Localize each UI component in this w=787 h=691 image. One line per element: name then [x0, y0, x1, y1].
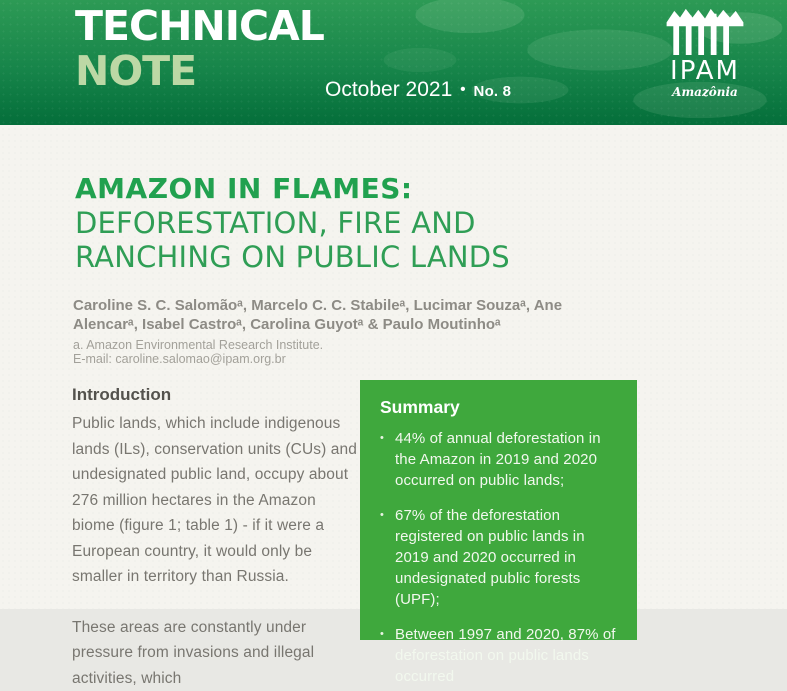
summary-heading: Summary	[380, 397, 619, 418]
summary-item	[380, 505, 619, 610]
summary-list	[380, 428, 619, 687]
publication-date: October 2021	[325, 78, 452, 102]
title-line-1: AMAZON IN FLAMES:	[75, 172, 510, 206]
contact-email: E-mail: caroline.salomao@ipam.org.br	[73, 353, 618, 367]
issue-number: No. 8	[474, 83, 512, 100]
summary-item	[380, 428, 619, 491]
issue-line	[325, 78, 511, 102]
affiliation-note: a. Amazon Environmental Research Institute.	[73, 339, 618, 353]
logo-subtitle: Amazônia	[663, 86, 747, 98]
authors-block	[73, 296, 618, 366]
introduction-paragraph: These areas are constantly under pressure from invasions and illegal activities, which	[72, 615, 360, 691]
masthead-note: NOTE	[75, 51, 324, 92]
masthead-technical: TECHNICAL	[75, 6, 324, 47]
introduction-paragraph: Public lands, which include indigenous lands (ILs), conservation units (CUs) and undesignated public land, occupy about 276 million hectares in the Amazon biome (figure 1; table 1) - if it were a European country, it would only be smaller in territory than Russia.	[72, 411, 360, 590]
bullet-icon: •	[380, 505, 395, 610]
header-banner	[0, 0, 787, 125]
summary-box	[360, 380, 637, 640]
bullet-icon: •	[380, 624, 395, 687]
introduction-heading: Introduction	[72, 385, 360, 405]
masthead	[75, 6, 324, 92]
bullet-separator-icon: •	[460, 81, 465, 98]
authors-list: Caroline S. C. Salomãoᵃ, Marcelo C. C. Stabileᵃ, Lucimar Souzaᵃ, Ane Alencarᵃ, Isabel Castroᵃ, Carolina Guyotᵃ & Paulo Moutinhoᵃ	[73, 296, 618, 334]
title-line-3: RANCHING ON PUBLIC LANDS	[75, 240, 510, 274]
summary-item	[380, 624, 619, 687]
article-title	[75, 172, 510, 274]
summary-item-text: 44% of annual deforestation in the Amazon in 2019 and 2020 occurred on public lands;	[395, 428, 619, 491]
bullet-icon: •	[380, 428, 395, 491]
introduction-section	[72, 385, 360, 691]
summary-item-text: 67% of the deforestation registered on public lands in 2019 and 2020 occurred in undesignated public forests (UPF);	[395, 505, 619, 610]
summary-item-text: Between 1997 and 2020, 87% of deforestation on public lands occurred	[395, 624, 619, 687]
logo-name: IPAM	[663, 58, 747, 84]
title-line-2: DEFORESTATION, FIRE AND	[75, 206, 510, 240]
ipam-logo	[663, 7, 747, 98]
forest-trees-icon	[663, 7, 747, 55]
